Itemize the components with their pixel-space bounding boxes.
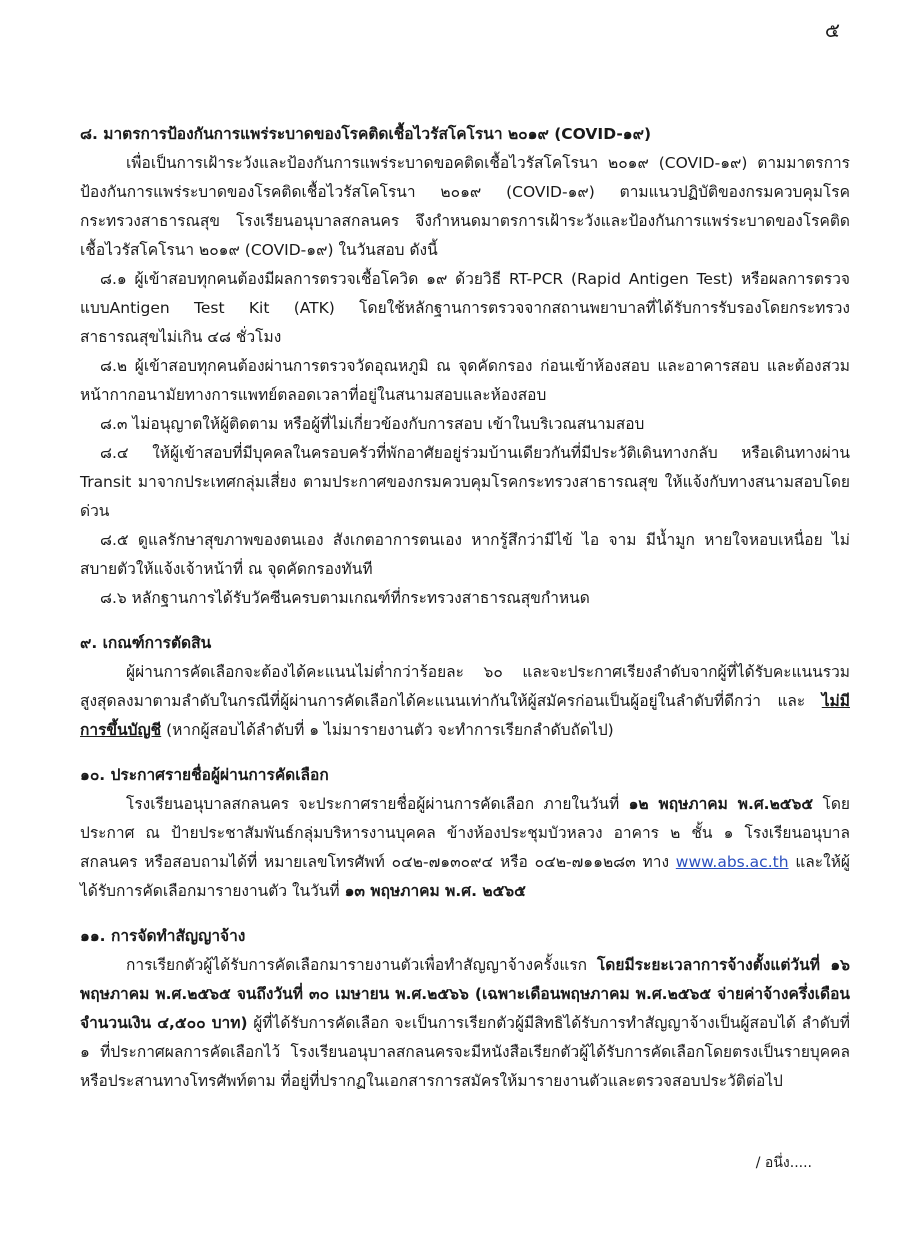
section-10-text [80, 790, 850, 906]
section-10-text-c: และให้ผู้ได้รับการคัดเลือกมารายงานตัว ในวันที่ [80, 853, 850, 900]
section-9-text [80, 658, 850, 745]
document-body [80, 120, 850, 1096]
section-11-text-b: ผู้ที่ได้รับการคัดเลือก จะเป็นการเรียกตัวผู้มีสิทธิได้รับการทำสัญญาจ้างเป็นผู้สอบได้ ลำดับที่ ๑ ที่ประกาศผลการคัดเลือกไว้ โรงเรียนอนุบาลสกลนครจะมีหนังสือเรียกตัวผู้ได้รับการคัดเลือกโดยตรงเป็นรายบุคคลหรือประสานทางโทรศัพท์ตาม ที่อยู่ที่ปรากฏในเอกสารการสมัครให้มารายงานตัวและตรวจสอบประวัติต่อไป [80, 1014, 850, 1090]
section-10-heading: ๑๐. ประกาศรายชื่อผู้ผ่านการคัดเลือก [80, 766, 329, 784]
section-10-text-b: โดยประกาศ ณ ป้ายประชาสัมพันธ์กลุ่มบริหารงานบุคคล ข้างห้องประชุมบัวหลวง อาคาร ๒ ชั้น ๑ โรงเรียนอนุบาลสกลนคร หรือสอบถามได้ที่ หมายเลขโทรศัพท์ ๐๔๒-๗๑๓๐๙๔ หรือ ๐๔๒-๗๑๑๒๘๓ ทาง [80, 795, 850, 871]
section-8-heading: ๘. มาตรการป้องกันการแพร่ระบาดของโรคติดเชื้อไวรัสโคโรนา ๒๐๑๙ (COVID-๑๙) [80, 125, 652, 143]
section-8-item-1: ๘.๑ ผู้เข้าสอบทุกคนต้องมีผลการตรวจเชื้อโควิด ๑๙ ด้วยวิธี RT-PCR (Rapid Antigen Test) หรือผลการตรวจแบบAntigen Test Kit (ATK) โดยใช้หลักฐานการตรวจจากสถานพยาบาลที่ได้รับการรับรองโดยกระทรวงสาธารณสุขไม่เกิน ๔๘ ชั่วโมง [80, 270, 850, 346]
section-8-item-3: ๘.๓ ไม่อนุญาตให้ผู้ติดตาม หรือผู้ที่ไม่เกี่ยวข้องกับการสอบ เข้าในบริเวณสนามสอบ [100, 415, 645, 433]
section-10-text-a: โรงเรียนอนุบาลสกลนคร จะประกาศรายชื่อผู้ผ่านการคัดเลือก ภายในวันที่ [126, 795, 629, 813]
section-8-item-2: ๘.๒ ผู้เข้าสอบทุกคนต้องผ่านการตรวจวัดอุณหภูมิ ณ จุดคัดกรอง ก่อนเข้าห้องสอบ และอาคารสอบ และต้องสวมหน้ากากอนามัยทางการแพทย์ตลอดเวลาที่อยู่ในสนามสอบและห้องสอบ [80, 357, 850, 404]
announcement-date: ๑๒ พฤษภาคม พ.ศ.๒๕๖๕ [628, 795, 814, 813]
continuation-note: / อนึ่ง..... [755, 1155, 812, 1171]
no-waitlist-note: ไม่มีการขึ้นบัญชี [80, 692, 850, 739]
section-9-heading: ๙. เกณฑ์การตัดสิน [80, 634, 212, 652]
section-8-item-5: ๘.๕ ดูแลรักษาสุขภาพของตนเอง สังเกตอาการตนเอง หากรู้สึกว่ามีไข้ ไอ จาม มีน้ำมูก หายใจหอบเหนื่อย ไม่สบายตัวให้แจ้งเจ้าหน้าที่ ณ จุดคัดกรองทันที [80, 531, 850, 578]
contract-period: โดยมีระยะเวลาการจ้างตั้งแต่วันที่ ๑๖ พฤษภาคม พ.ศ.๒๕๖๕ จนถึงวันที่ ๓๐ เมษายน พ.ศ.๒๕๖๖ (เฉพาะเดือนพฤษภาคม พ.ศ.๒๕๖๕ จ่ายค่าจ้างครึ่งเดือน จำนวนเงิน ๔,๕๐๐ บาท) [80, 956, 850, 1032]
website-link[interactable]: www.abs.ac.th [675, 853, 789, 871]
section-9-text-b: (หากผู้สอบได้ลำดับที่ ๑ ไม่มารายงานตัว จะทำการเรียกลำดับถัดไป) [161, 721, 614, 739]
section-8-intro: เพื่อเป็นการเฝ้าระวังและป้องกันการแพร่ระบาดขอคติดเชื้อไวรัสโคโรนา ๒๐๑๙ (COVID-๑๙) ตามมาตรการป้องกันการแพร่ระบาดของโรคติดเชื้อไวรัสโคโรนา ๒๐๑๙ (COVID-๑๙) ตามแนวปฏิบัติของกรมควบคุมโรคกระทรวงสาธารณสุข โรงเรียนอนุบาลสกลนคร จึงกำหนดมาตรการเฝ้าระวังและป้องกันการแพร่ระบาดของโรคติดเชื้อไวรัสโคโรนา ๒๐๑๙ (COVID-๑๙) ในวันสอบ ดังนี้ [80, 154, 850, 259]
section-9-text-a: ผู้ผ่านการคัดเลือกจะต้องได้คะแนนไม่ต่ำกว่าร้อยละ ๖๐ และจะประกาศเรียงลำดับจากผู้ที่ได้รับคะแนนรวมสูงสุดลงมาตามลำดับในกรณีที่ผู้ผ่านการคัดเลือกได้คะแนนเท่ากันให้ผู้สมัครก่อนเป็นผู้อยู่ในลำดับที่ดีกว่า และ [80, 663, 850, 710]
section-11-text [80, 951, 850, 1096]
section-11-text-a: การเรียกตัวผู้ได้รับการคัดเลือกมารายงานตัวเพื่อทำสัญญาจ้างครั้งแรก [126, 956, 597, 974]
page-number: ๕ [824, 18, 840, 42]
section-11-heading: ๑๑. การจัดทำสัญญาจ้าง [80, 927, 246, 945]
section-8-item-4: ๘.๔ ให้ผู้เข้าสอบที่มีบุคคลในครอบครัวที่พักอาศัยอยู่ร่วมบ้านเดียวกันที่มีประวัติเดินทางกลับ หรือเดินทางผ่าน Transit มาจากประเทศกลุ่มเสี่ยง ตามประกาศของกรมควบคุมโรคกระทรวงสาธารณสุข ให้แจ้งกับทางสนามสอบโดยด่วน [80, 444, 850, 520]
report-date: ๑๓ พฤษภาคม พ.ศ. ๒๕๖๕ [344, 882, 526, 900]
section-8-item-6: ๘.๖ หลักฐานการได้รับวัคซีนครบตามเกณฑ์ที่กระทรวงสาธารณสุขกำหนด [100, 589, 590, 607]
